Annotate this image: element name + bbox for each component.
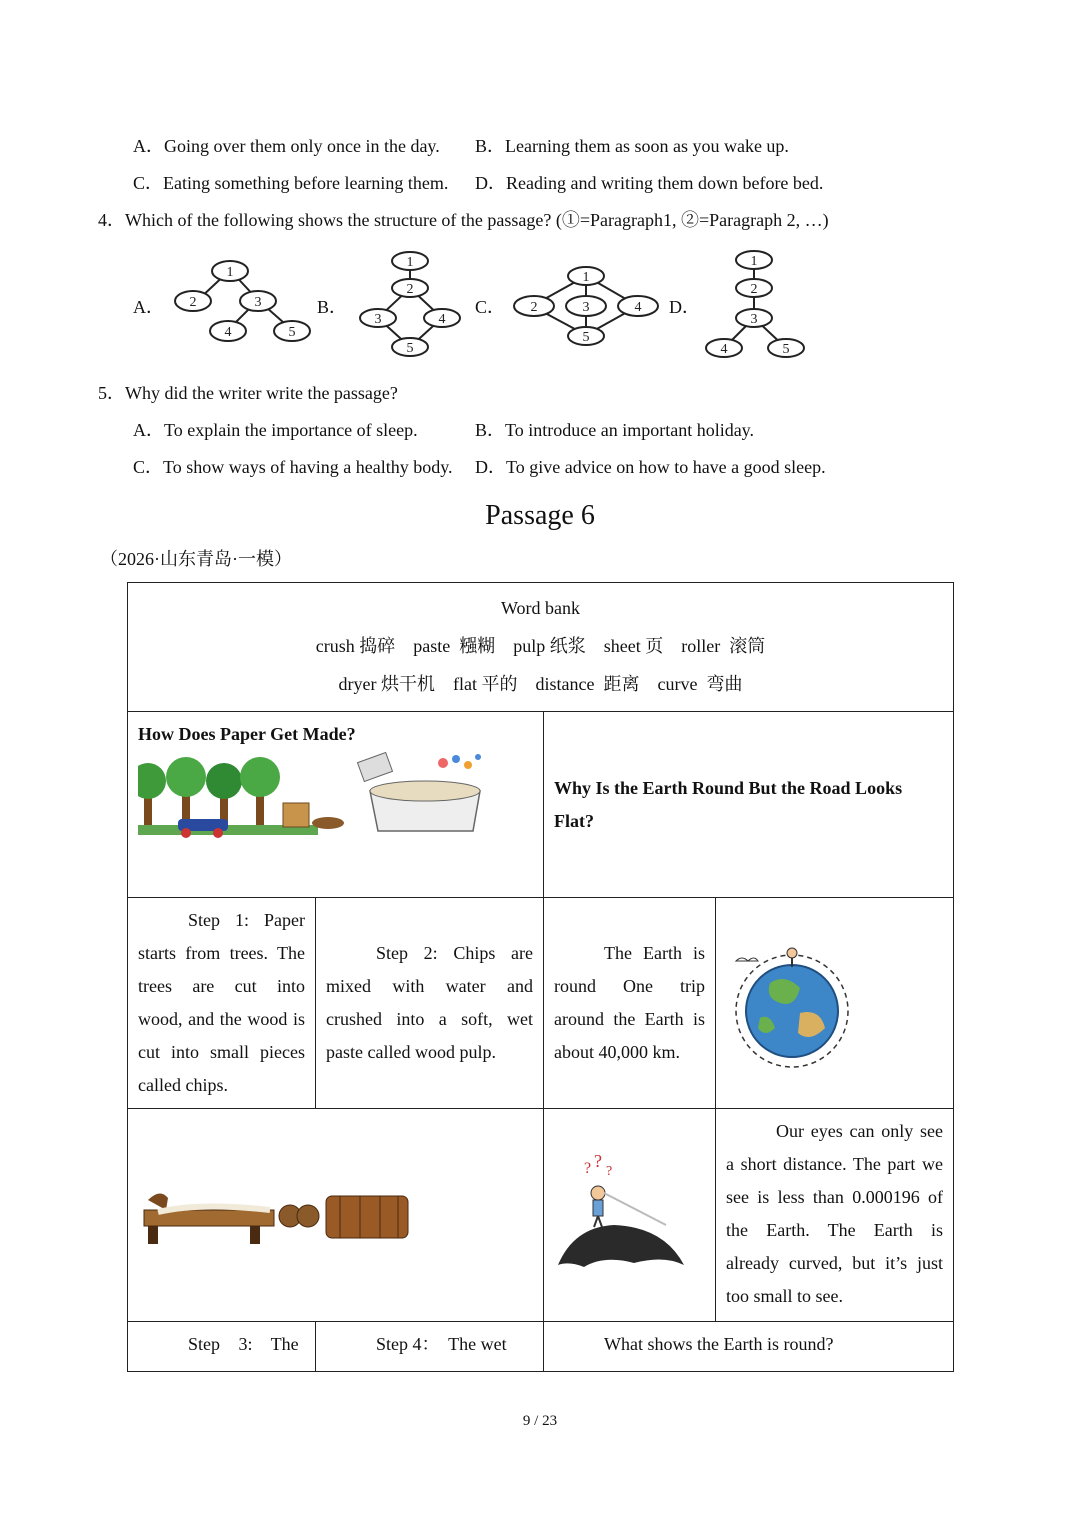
diagram-a-node-1: 1 (226, 265, 234, 280)
diagram-a-node-5: 5 (288, 325, 296, 340)
step2-cell (316, 898, 544, 1109)
earth-title-cell (544, 712, 954, 898)
step3-cell (128, 1322, 316, 1372)
word-bank-row-1: crush 捣碎 paste 糨糊 pulp 纸浆 sheet 页 roller 滚筒 (315, 636, 766, 656)
step4-text: Step 4： The wet (376, 1334, 507, 1354)
q5-question: 5．Why did the writer write the passage? (98, 383, 398, 403)
passage-title: Passage 6 (485, 500, 595, 531)
page-number: 9 / 23 (522, 1413, 558, 1429)
diagram-c-node-3: 3 (582, 300, 590, 315)
structure-diagram-d (698, 248, 812, 362)
diagram-a-node-3: 3 (254, 295, 262, 310)
pulp-pot-image (357, 752, 481, 831)
q3-option-c: C．Eating something before learning them. (133, 173, 449, 193)
svg-text:?: ? (594, 1155, 602, 1171)
diagram-c-node-5: 5 (582, 330, 590, 345)
step1-cell (128, 898, 316, 1109)
diagram-d-node-2: 2 (750, 282, 758, 297)
diagram-b-node-3: 3 (374, 312, 382, 327)
structure-diagram-b (352, 250, 468, 360)
diagram-a-node-4: 4 (224, 325, 232, 340)
passage-source: （2026·山东青岛·一模） (100, 549, 292, 569)
step4-cell (316, 1322, 544, 1372)
q4-label-a: A． (133, 297, 164, 317)
q5-option-a: A．To explain the importance of sleep. (133, 420, 418, 440)
person-on-hill-image (554, 1155, 694, 1275)
q4-question: 4．Which of the following shows the structure of the passage? (①=Paragraph1, ②=Paragraph 2, …) (98, 210, 829, 230)
earth-title: Why Is the Earth Round But the Road Looks Flat? (554, 777, 903, 831)
earth-question-text: What shows the Earth is round? (604, 1334, 834, 1354)
paper-title: How Does Paper Get Made? (138, 724, 356, 744)
svg-text:?: ? (584, 1160, 592, 1177)
diagram-b-node-5: 5 (406, 341, 414, 356)
q4-label-c: C． (475, 297, 506, 317)
paper-rollers-image (140, 1180, 415, 1250)
diagram-d-node-1: 1 (750, 254, 758, 269)
q5-option-c: C．To show ways of having a healthy body. (133, 457, 453, 477)
hill-person-image-cell (544, 1109, 716, 1322)
word-bank-row-2: dryer 烘干机 flat 平的 distance 距离 curve 弯曲 (338, 674, 743, 694)
q4-label-d: D． (669, 297, 700, 317)
diagram-b-node-4: 4 (438, 312, 446, 327)
svg-text:?: ? (606, 1164, 613, 1179)
diagram-c-node-1: 1 (582, 270, 590, 285)
q4-label-b: B． (317, 297, 348, 317)
earth-fact2-cell (716, 1109, 954, 1322)
q5-option-d: D．To give advice on how to have a good sleep. (475, 457, 826, 477)
word-bank-cell (128, 583, 954, 712)
wood-block-image (283, 803, 344, 829)
paper-making-illustration (138, 751, 508, 841)
earth-globe-cell (716, 898, 954, 1109)
diagram-d-node-5: 5 (782, 342, 790, 357)
diagram-c-node-4: 4 (634, 300, 642, 315)
passage-table (127, 582, 954, 1372)
diagram-b-node-2: 2 (406, 282, 414, 297)
q3-option-b: B．Learning them as soon as you wake up. (475, 136, 789, 156)
earth-fact2-text: Our eyes can only see a short distance. The part we see is less than 0.000196 of the Earth. The Earth is already curved, but it’s just too small to see. (726, 1121, 943, 1306)
diagram-b-node-1: 1 (406, 255, 414, 270)
earth-globe-image (730, 933, 860, 1073)
q5-option-b: B．To introduce an important holiday. (475, 420, 755, 440)
structure-diagram-c (508, 262, 664, 348)
step3-text: Step 3: The (188, 1334, 299, 1354)
paper-process-image-cell (128, 1109, 544, 1322)
structure-diagram-a (168, 258, 318, 346)
diagram-c-node-2: 2 (530, 300, 538, 315)
diagram-a-node-2: 2 (189, 295, 197, 310)
step2-text: Step 2: Chips are mixed with water and crushed into a soft, wet paste called wood pulp. (326, 943, 533, 1062)
earth-fact1-text: The Earth is round One trip around the Earth is about 40,000 km. (554, 943, 705, 1062)
q3-option-a: A．Going over them only once in the day. (133, 136, 440, 156)
paper-title-cell (128, 712, 544, 898)
q3-option-d: D．Reading and writing them down before bed. (475, 173, 824, 193)
word-bank-heading: Word bank (500, 598, 581, 618)
earth-fact1-cell (544, 898, 716, 1109)
step1-text: Step 1: Paper starts from trees. The trees are cut into wood, and the wood is cut into small pieces called chips. (138, 910, 305, 1095)
earth-question-cell (544, 1322, 954, 1372)
diagram-d-node-3: 3 (750, 312, 758, 327)
diagram-d-node-4: 4 (720, 342, 728, 357)
